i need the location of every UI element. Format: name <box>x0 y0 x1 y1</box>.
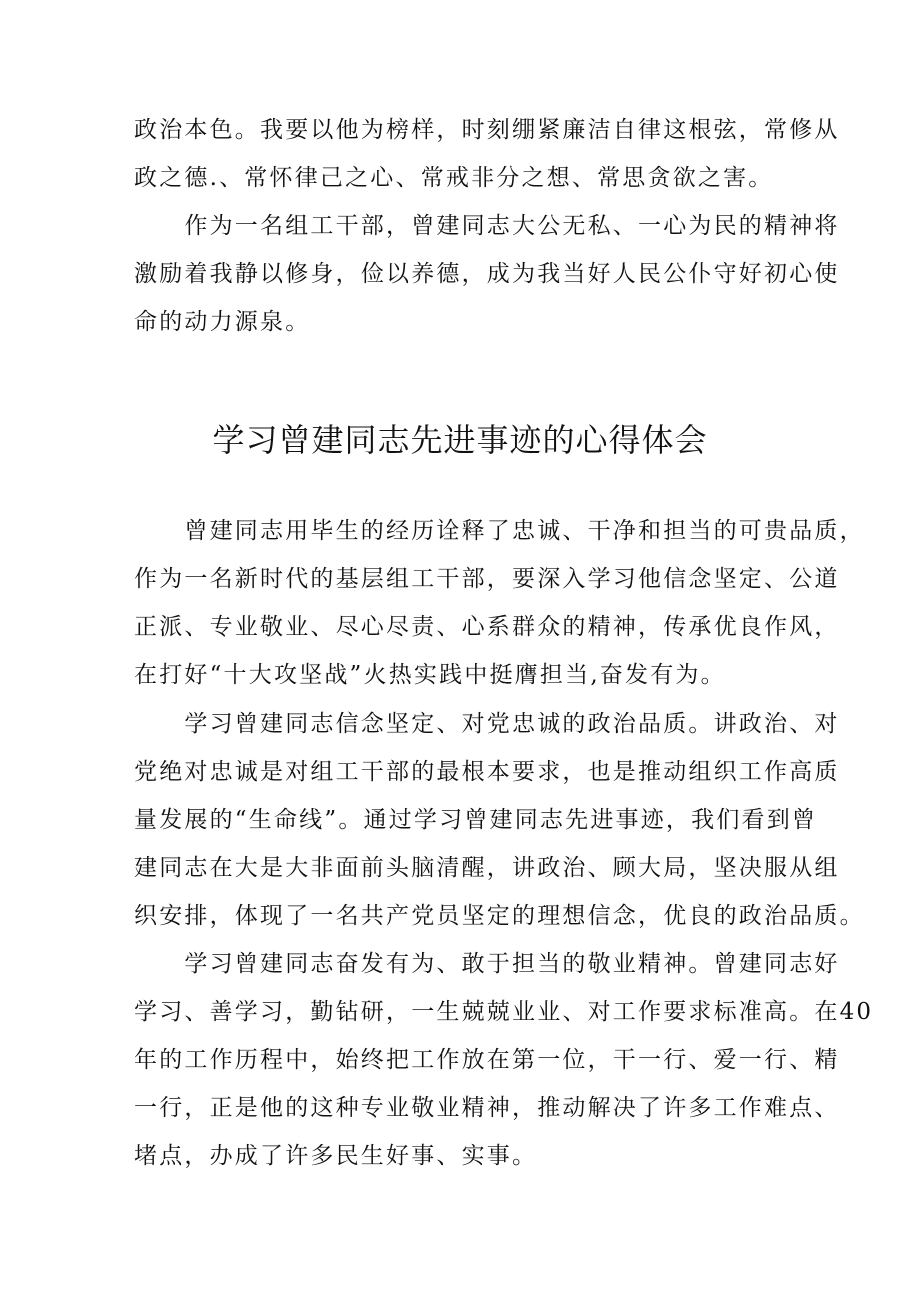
article-title: 学习曾建同志先进事迹的心得体会 <box>212 421 708 459</box>
paragraph-line: 党绝对忠诚是对组工干部的最根本要求，也是推动组织工作高质 <box>134 759 840 785</box>
paragraph-line: 年的工作历程中，始终把工作放在第一位，干一行、爱一行、精 <box>134 1047 840 1073</box>
paragraph-line: 正派、专业敬业、尽心尽责、心系群众的精神，传承优良作风， <box>134 614 840 640</box>
paragraph-line: 建同志在大是大非面前头脑清醒，讲政治、顾大局，坚决服从组 <box>134 855 840 881</box>
paragraph-line: 在打好“十大攻坚战”火热实践中挺膺担当,奋发有为。 <box>134 662 726 688</box>
paragraph-line: 作为一名新时代的基层组工干部，要深入学习他信念坚定、公道 <box>134 566 840 592</box>
paragraph-line: 曾建同志用毕生的经历诠释了忠诚、干净和担当的可贵品质， <box>134 518 865 544</box>
paragraph-line: 政治本色。我要以他为榜样，时刻绷紧廉洁自律这根弦，常修从 <box>134 117 840 143</box>
paragraph-line: 量发展的“生命线”。通过学习曾建同志先进事迹，我们看到曾 <box>134 807 818 833</box>
paragraph-line: 学习曾建同志奋发有为、敢于担当的敬业精神。曾建同志好 <box>134 951 840 977</box>
paragraph-line: 激励着我静以修身，俭以养德，成为我当好人民公仆守好初心使 <box>134 261 840 287</box>
paragraph-line: 政之德.、常怀律己之心、常戒非分之想、常思贪欲之害。 <box>134 165 774 191</box>
paragraph-line: 一行，正是他的这种专业敬业精神，推动解决了许多工作难点、 <box>134 1095 840 1121</box>
paragraph-line: 堵点，办成了许多民生好事、实事。 <box>134 1143 538 1169</box>
paragraph-line: 织安排，体现了一名共产党员坚定的理想信念，优良的政治品质。 <box>134 903 865 929</box>
paragraph-line: 作为一名组工干部，曾建同志大公无私、一心为民的精神将 <box>134 213 840 239</box>
paragraph-line: 学习、善学习，勤钻研，一生兢兢业业、对工作要求标准高。在40 <box>134 999 874 1025</box>
paragraph-line: 学习曾建同志信念坚定、对党忠诚的政治品质。讲政治、对 <box>134 711 840 737</box>
paragraph-line: 命的动力源泉。 <box>134 309 311 335</box>
